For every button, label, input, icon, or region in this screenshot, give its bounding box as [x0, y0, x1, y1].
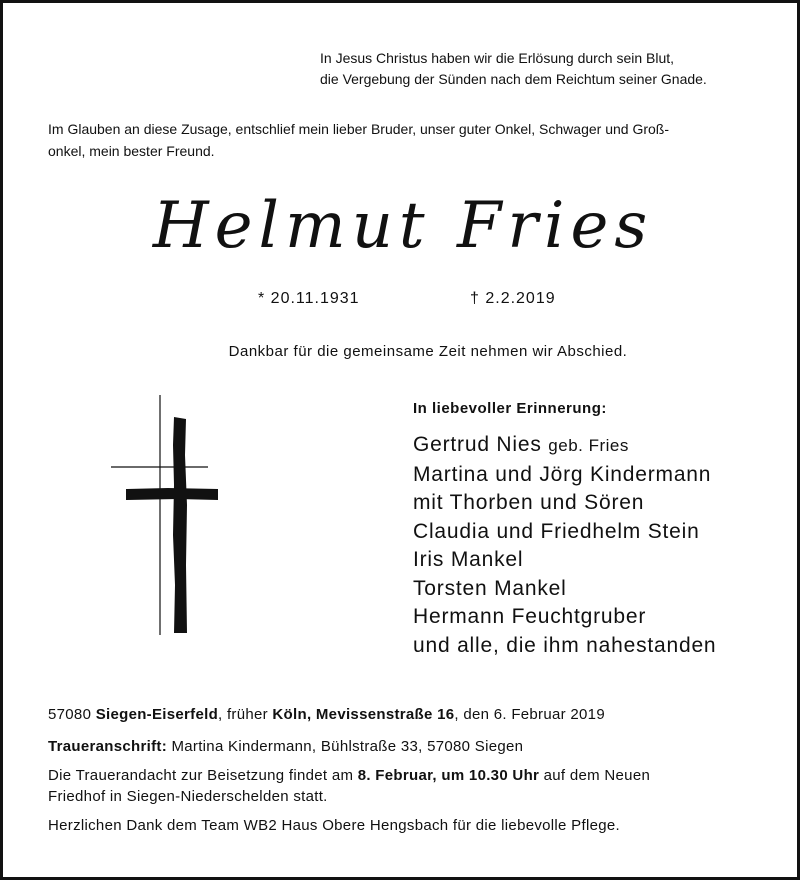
mourners-list [413, 431, 716, 660]
place-name: Siegen-Eiserfeld [95, 706, 219, 723]
deceased-name: Helmut Fries [152, 189, 654, 263]
list-item: und alle, die ihm nahestanden [413, 633, 717, 657]
cross-icon [108, 395, 228, 640]
service-datetime: 8. Februar, um 10.30 Uhr [357, 767, 540, 784]
intro-line-1: Im Glauben an diese Zusage, entschlief mein lieber Bruder, unser guter Onkel, Schwager und Groß- [48, 121, 669, 137]
intro-line-2: onkel, mein bester Freund. [48, 143, 215, 159]
memory-heading: In liebevoller Erinnerung: [413, 400, 607, 417]
death-date: † 2.2.2019 [470, 290, 556, 307]
mourner-name: Gertrud Nies [413, 433, 542, 456]
former-address: Köln, Mevissenstraße 16 [272, 706, 455, 723]
notice-date: , den 6. Februar 2019 [454, 706, 605, 723]
bible-verse [320, 48, 780, 90]
list-item: Iris Mankel [413, 548, 524, 571]
gratitude-line: Herzlichen Dank dem Team WB2 Haus Obere Hengsbach für die liebevolle Pflege. [48, 817, 620, 834]
list-item: Martina und Jörg Kindermann [413, 462, 712, 486]
zip-code: 57080 [48, 706, 92, 723]
service-text: Die Trauerandacht zur Beisetzung findet am [48, 767, 354, 784]
list-item: mit Thorben und Sören [413, 491, 645, 514]
service-text-end: auf dem Neuen [543, 767, 651, 784]
mourning-address: Martina Kindermann, Bühlstraße 33, 57080 Siegen [171, 738, 524, 755]
service-line-2: Friedhof in Siegen-Niederschelden statt. [48, 788, 328, 805]
verse-line-1: In Jesus Christus haben wir die Erlösung durch sein Blut, [320, 50, 675, 66]
intro-text [48, 118, 768, 162]
mourner-primary [413, 431, 716, 461]
verse-line-2: die Vergebung der Sünden nach dem Reichtum seiner Gnade. [320, 71, 707, 87]
list-item: Hermann Feuchtgruber [413, 605, 647, 628]
list-item: Torsten Mankel [413, 576, 567, 600]
maiden-name-note: geb. Fries [548, 436, 629, 455]
location-date-line [48, 704, 768, 725]
farewell-line: Dankbar für die gemeinsame Zeit nehmen wir Abschied. [228, 343, 628, 360]
address-label: Traueranschrift: [48, 738, 167, 755]
mourning-address-line [48, 736, 768, 757]
formerly-label: , früher [218, 706, 268, 723]
service-line-1 [48, 765, 768, 786]
service-info [48, 765, 768, 807]
birth-date: * 20.11.1931 [258, 290, 360, 307]
list-item: Claudia und Friedhelm Stein [413, 519, 700, 543]
